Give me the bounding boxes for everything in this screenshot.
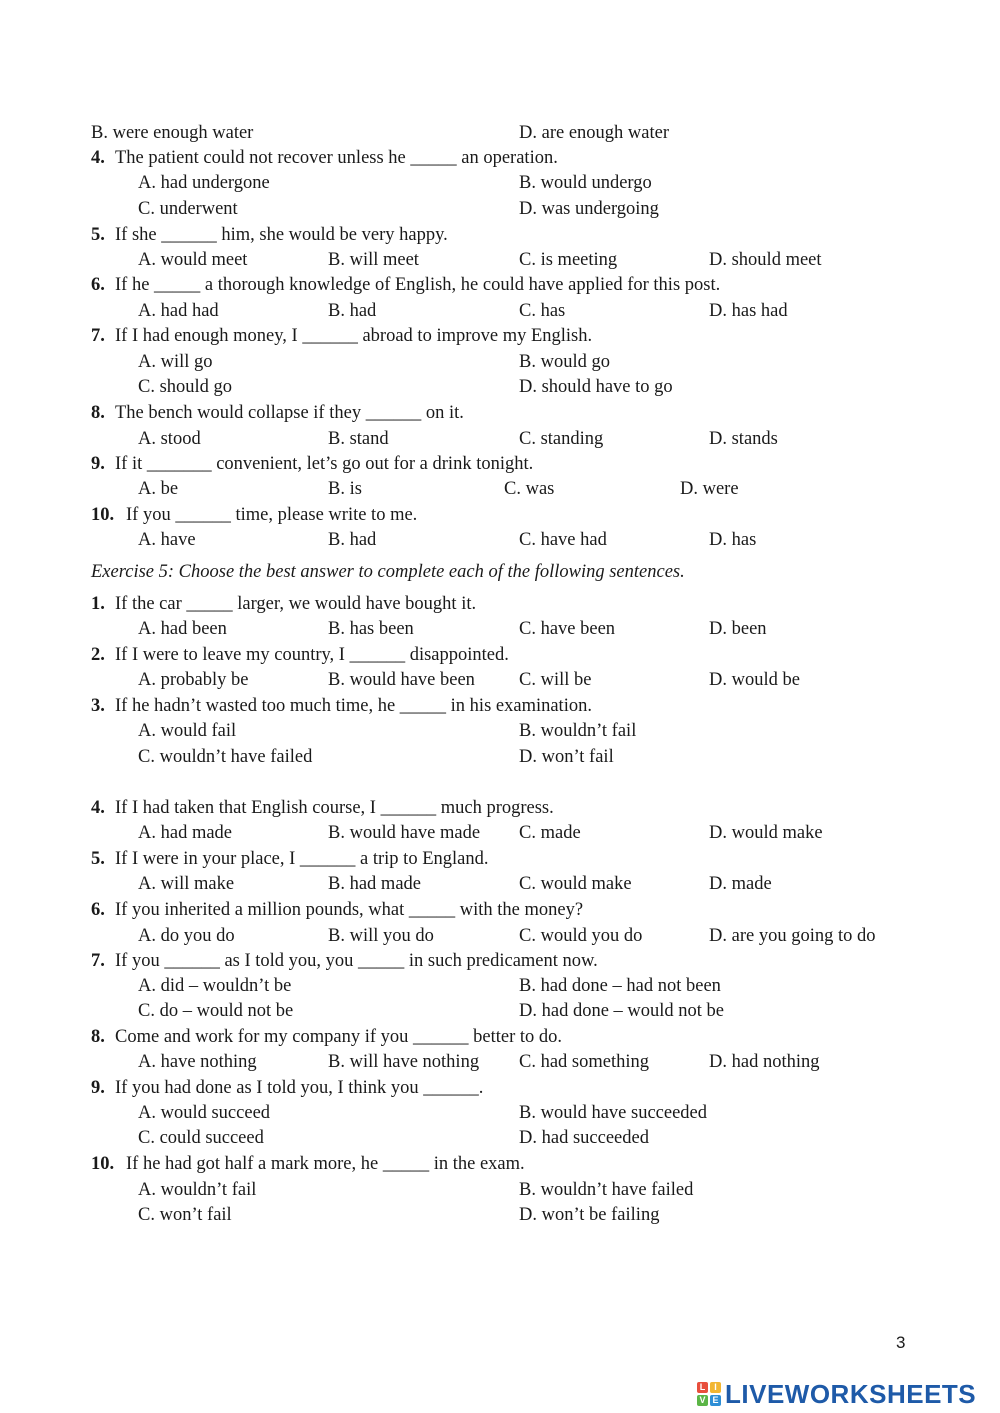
option-text: D. are enough water	[519, 123, 669, 143]
question-number: 5.	[91, 849, 105, 869]
option-text: C. has	[519, 301, 566, 321]
option-text: D. should have to go	[519, 377, 673, 397]
option-text: D. been	[709, 619, 767, 639]
question-number: 9.	[91, 454, 105, 474]
option-text: A. stood	[138, 429, 201, 449]
option-text: C. underwent	[138, 199, 238, 219]
option-text: A. have nothing	[138, 1052, 257, 1072]
option-text: C. have had	[519, 530, 607, 550]
option-text: C. won’t fail	[138, 1205, 232, 1225]
option-text: D. has	[709, 530, 757, 550]
option-text: B. wouldn’t fail	[519, 721, 637, 741]
option-text: A. had undergone	[138, 173, 270, 193]
option-text: D. had nothing	[709, 1052, 820, 1072]
option-text: B. would go	[519, 352, 610, 372]
question-text: If she ______ him, she would be very happy.	[115, 225, 448, 245]
option-text: C. wouldn’t have failed	[138, 747, 313, 767]
question-number: 1.	[91, 594, 105, 614]
logo-mark-letter: V	[697, 1395, 708, 1406]
option-text: D. would make	[709, 823, 823, 843]
question-text: If you inherited a million pounds, what _____ with the money?	[115, 900, 584, 920]
question-number: 3.	[91, 696, 105, 716]
question-text: Come and work for my company if you ______ better to do.	[115, 1027, 562, 1047]
option-text: B. will you do	[328, 926, 434, 946]
question-number: 7.	[91, 326, 105, 346]
option-text: A. be	[138, 479, 179, 499]
logo-mark-letter: I	[710, 1382, 721, 1393]
option-text: A. will make	[138, 874, 235, 894]
question-text: The bench would collapse if they ______ on it.	[115, 403, 464, 423]
question-number: 8.	[91, 1027, 105, 1047]
option-text: C. had something	[519, 1052, 650, 1072]
option-text: B. were enough water	[91, 123, 254, 143]
question-number: 7.	[91, 951, 105, 971]
option-text: B. would have made	[328, 823, 481, 843]
option-text: D. was undergoing	[519, 199, 659, 219]
question-number: 4.	[91, 148, 105, 168]
option-text: B. is	[328, 479, 362, 499]
option-text: D. should meet	[709, 250, 822, 270]
option-text: A. have	[138, 530, 196, 550]
option-text: D. won’t fail	[519, 747, 614, 767]
question-text: If the car _____ larger, we would have bought it.	[115, 594, 477, 614]
option-text: B. stand	[328, 429, 389, 449]
option-text: C. made	[519, 823, 581, 843]
question-text: If it _______ convenient, let’s go out for a drink tonight.	[115, 454, 534, 474]
question-number: 2.	[91, 645, 105, 665]
option-text: D. made	[709, 874, 772, 894]
option-text: D. has had	[709, 301, 788, 321]
option-text: C. standing	[519, 429, 604, 449]
logo-mark-letter: L	[697, 1382, 708, 1393]
option-text: A. would succeed	[138, 1103, 271, 1123]
question-number: 5.	[91, 225, 105, 245]
question-text: If I had enough money, I ______ abroad to improve my English.	[115, 326, 593, 346]
option-text: C. have been	[519, 619, 616, 639]
logo-mark-letter: E	[710, 1395, 721, 1406]
option-text: D. were	[680, 479, 739, 499]
option-text: A. wouldn’t fail	[138, 1180, 257, 1200]
logo-text: LIVEWORKSHEETS	[725, 1378, 977, 1409]
question-text: If you had done as I told you, I think you ______.	[115, 1078, 484, 1098]
question-text: If you ______ time, please write to me.	[126, 505, 418, 525]
option-text: B. had	[328, 301, 377, 321]
option-text: D. stands	[709, 429, 778, 449]
option-text: B. will meet	[328, 250, 419, 270]
question-number: 8.	[91, 403, 105, 423]
exercise-instruction: Exercise 5: Choose the best answer to complete each of the following sentences.	[91, 562, 685, 582]
option-text: A. probably be	[138, 670, 249, 690]
option-text: B. wouldn’t have failed	[519, 1180, 694, 1200]
option-text: C. could succeed	[138, 1128, 264, 1148]
question-number: 6.	[91, 900, 105, 920]
question-number: 6.	[91, 275, 105, 295]
option-text: C. would you do	[519, 926, 643, 946]
question-text: If I were to leave my country, I ______ disappointed.	[115, 645, 509, 665]
question-text: If you ______ as I told you, you _____ in such predicament now.	[115, 951, 598, 971]
option-text: B. has been	[328, 619, 414, 639]
option-text: B. would have succeeded	[519, 1103, 708, 1123]
option-text: C. will be	[519, 670, 592, 690]
question-number: 10.	[91, 1154, 115, 1174]
question-number: 10.	[91, 505, 115, 525]
question-text: If I had taken that English course, I ______ much progress.	[115, 798, 554, 818]
question-text: If he _____ a thorough knowledge of English, he could have applied for this post.	[115, 275, 721, 295]
question-text: If he had got half a mark more, he _____ in the exam.	[126, 1154, 525, 1174]
question-text: If he hadn’t wasted too much time, he _____ in his examination.	[115, 696, 592, 716]
page-number: 3	[896, 1333, 906, 1352]
option-text: B. would undergo	[519, 173, 652, 193]
question-number: 9.	[91, 1078, 105, 1098]
logo-mark-icon	[697, 1382, 721, 1406]
option-text: A. would fail	[138, 721, 237, 741]
option-text: C. would make	[519, 874, 632, 894]
option-text: C. is meeting	[519, 250, 618, 270]
option-text: A. did – wouldn’t be	[138, 976, 292, 996]
option-text: D. would be	[709, 670, 800, 690]
option-text: D. had succeeded	[519, 1128, 649, 1148]
option-text: D. had done – would not be	[519, 1001, 725, 1021]
option-text: B. had made	[328, 874, 421, 894]
liveworksheets-logo	[697, 1378, 976, 1410]
option-text: B. had done – had not been	[519, 976, 721, 996]
question-number: 4.	[91, 798, 105, 818]
option-text: D. are you going to do	[709, 926, 876, 946]
option-text: A. had had	[138, 301, 219, 321]
option-text: A. had made	[138, 823, 233, 843]
option-text: A. do you do	[138, 926, 235, 946]
option-text: C. should go	[138, 377, 233, 397]
option-text: C. was	[504, 479, 555, 499]
option-text: B. would have been	[328, 670, 475, 690]
option-text: B. will have nothing	[328, 1052, 480, 1072]
option-text: A. had been	[138, 619, 227, 639]
option-text: D. won’t be failing	[519, 1205, 660, 1225]
question-text: If I were in your place, I ______ a trip to England.	[115, 849, 489, 869]
option-text: A. will go	[138, 352, 213, 372]
option-text: B. had	[328, 530, 377, 550]
option-text: C. do – would not be	[138, 1001, 294, 1021]
question-text: The patient could not recover unless he _____ an operation.	[115, 148, 558, 168]
option-text: A. would meet	[138, 250, 248, 270]
